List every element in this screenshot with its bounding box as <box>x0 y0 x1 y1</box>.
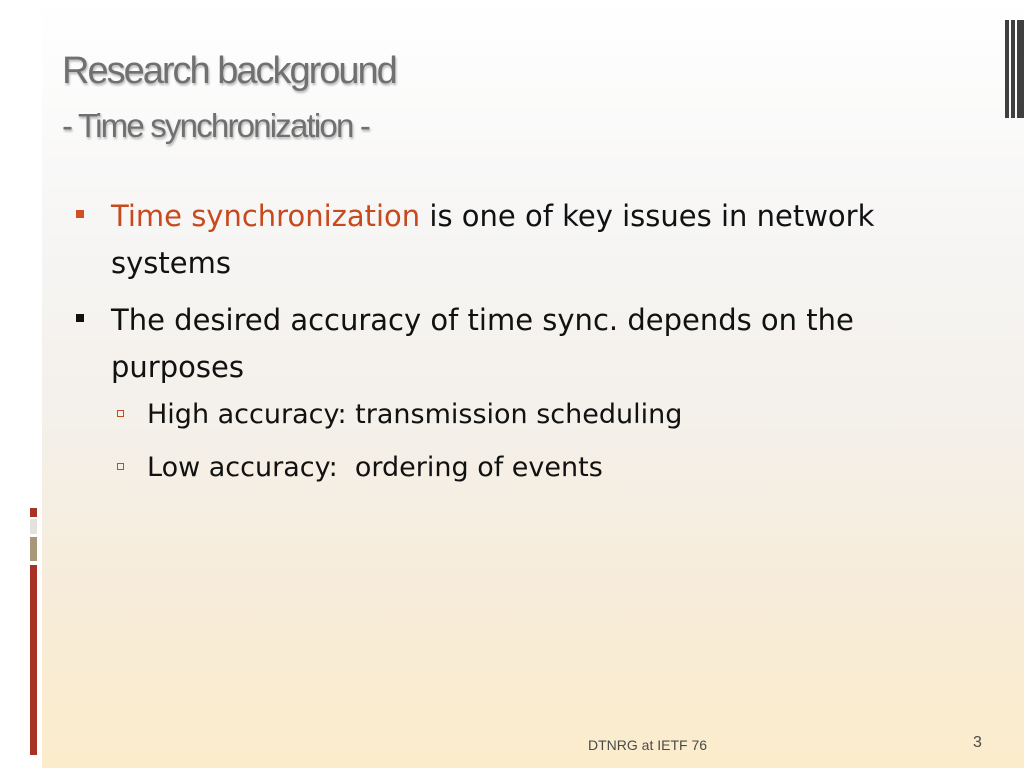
sub-bullet-list <box>111 391 952 491</box>
top-right-decorative-bar <box>1017 20 1024 118</box>
page-number: 3 <box>973 734 982 751</box>
sub-bullet-item <box>72 391 952 438</box>
bullet-text: is one of key issues in network systems <box>111 199 875 280</box>
left-decorative-bar <box>30 537 37 561</box>
top-right-decorative-bar <box>1011 20 1015 118</box>
sub-bullet-item <box>72 444 952 491</box>
sub-bullet-text: Low accuracy: ordering of events <box>147 452 603 483</box>
top-right-decorative-bar <box>1005 20 1009 118</box>
left-decorative-bar <box>30 508 37 517</box>
sub-bullet-text: High accuracy: transmission scheduling <box>147 399 683 430</box>
bullet-item <box>72 193 952 287</box>
bullet-highlight: Time synchronization <box>111 199 421 233</box>
bullet-list <box>72 193 952 501</box>
square-bullet-icon <box>76 314 84 322</box>
bullet-text: The desired accuracy of time sync. depends on the purposes <box>111 303 854 384</box>
square-bullet-icon <box>76 210 84 218</box>
hollow-square-bullet-icon <box>117 410 124 417</box>
left-decorative-bar <box>30 565 37 755</box>
hollow-square-bullet-icon <box>117 463 124 470</box>
slide-footer: DTNRG at IETF 76 <box>588 737 708 753</box>
bullet-item <box>72 297 952 491</box>
slide-title: Research background <box>62 50 396 92</box>
slide-subtitle: - Time synchronization - <box>62 107 370 144</box>
left-decorative-bar <box>30 519 37 534</box>
